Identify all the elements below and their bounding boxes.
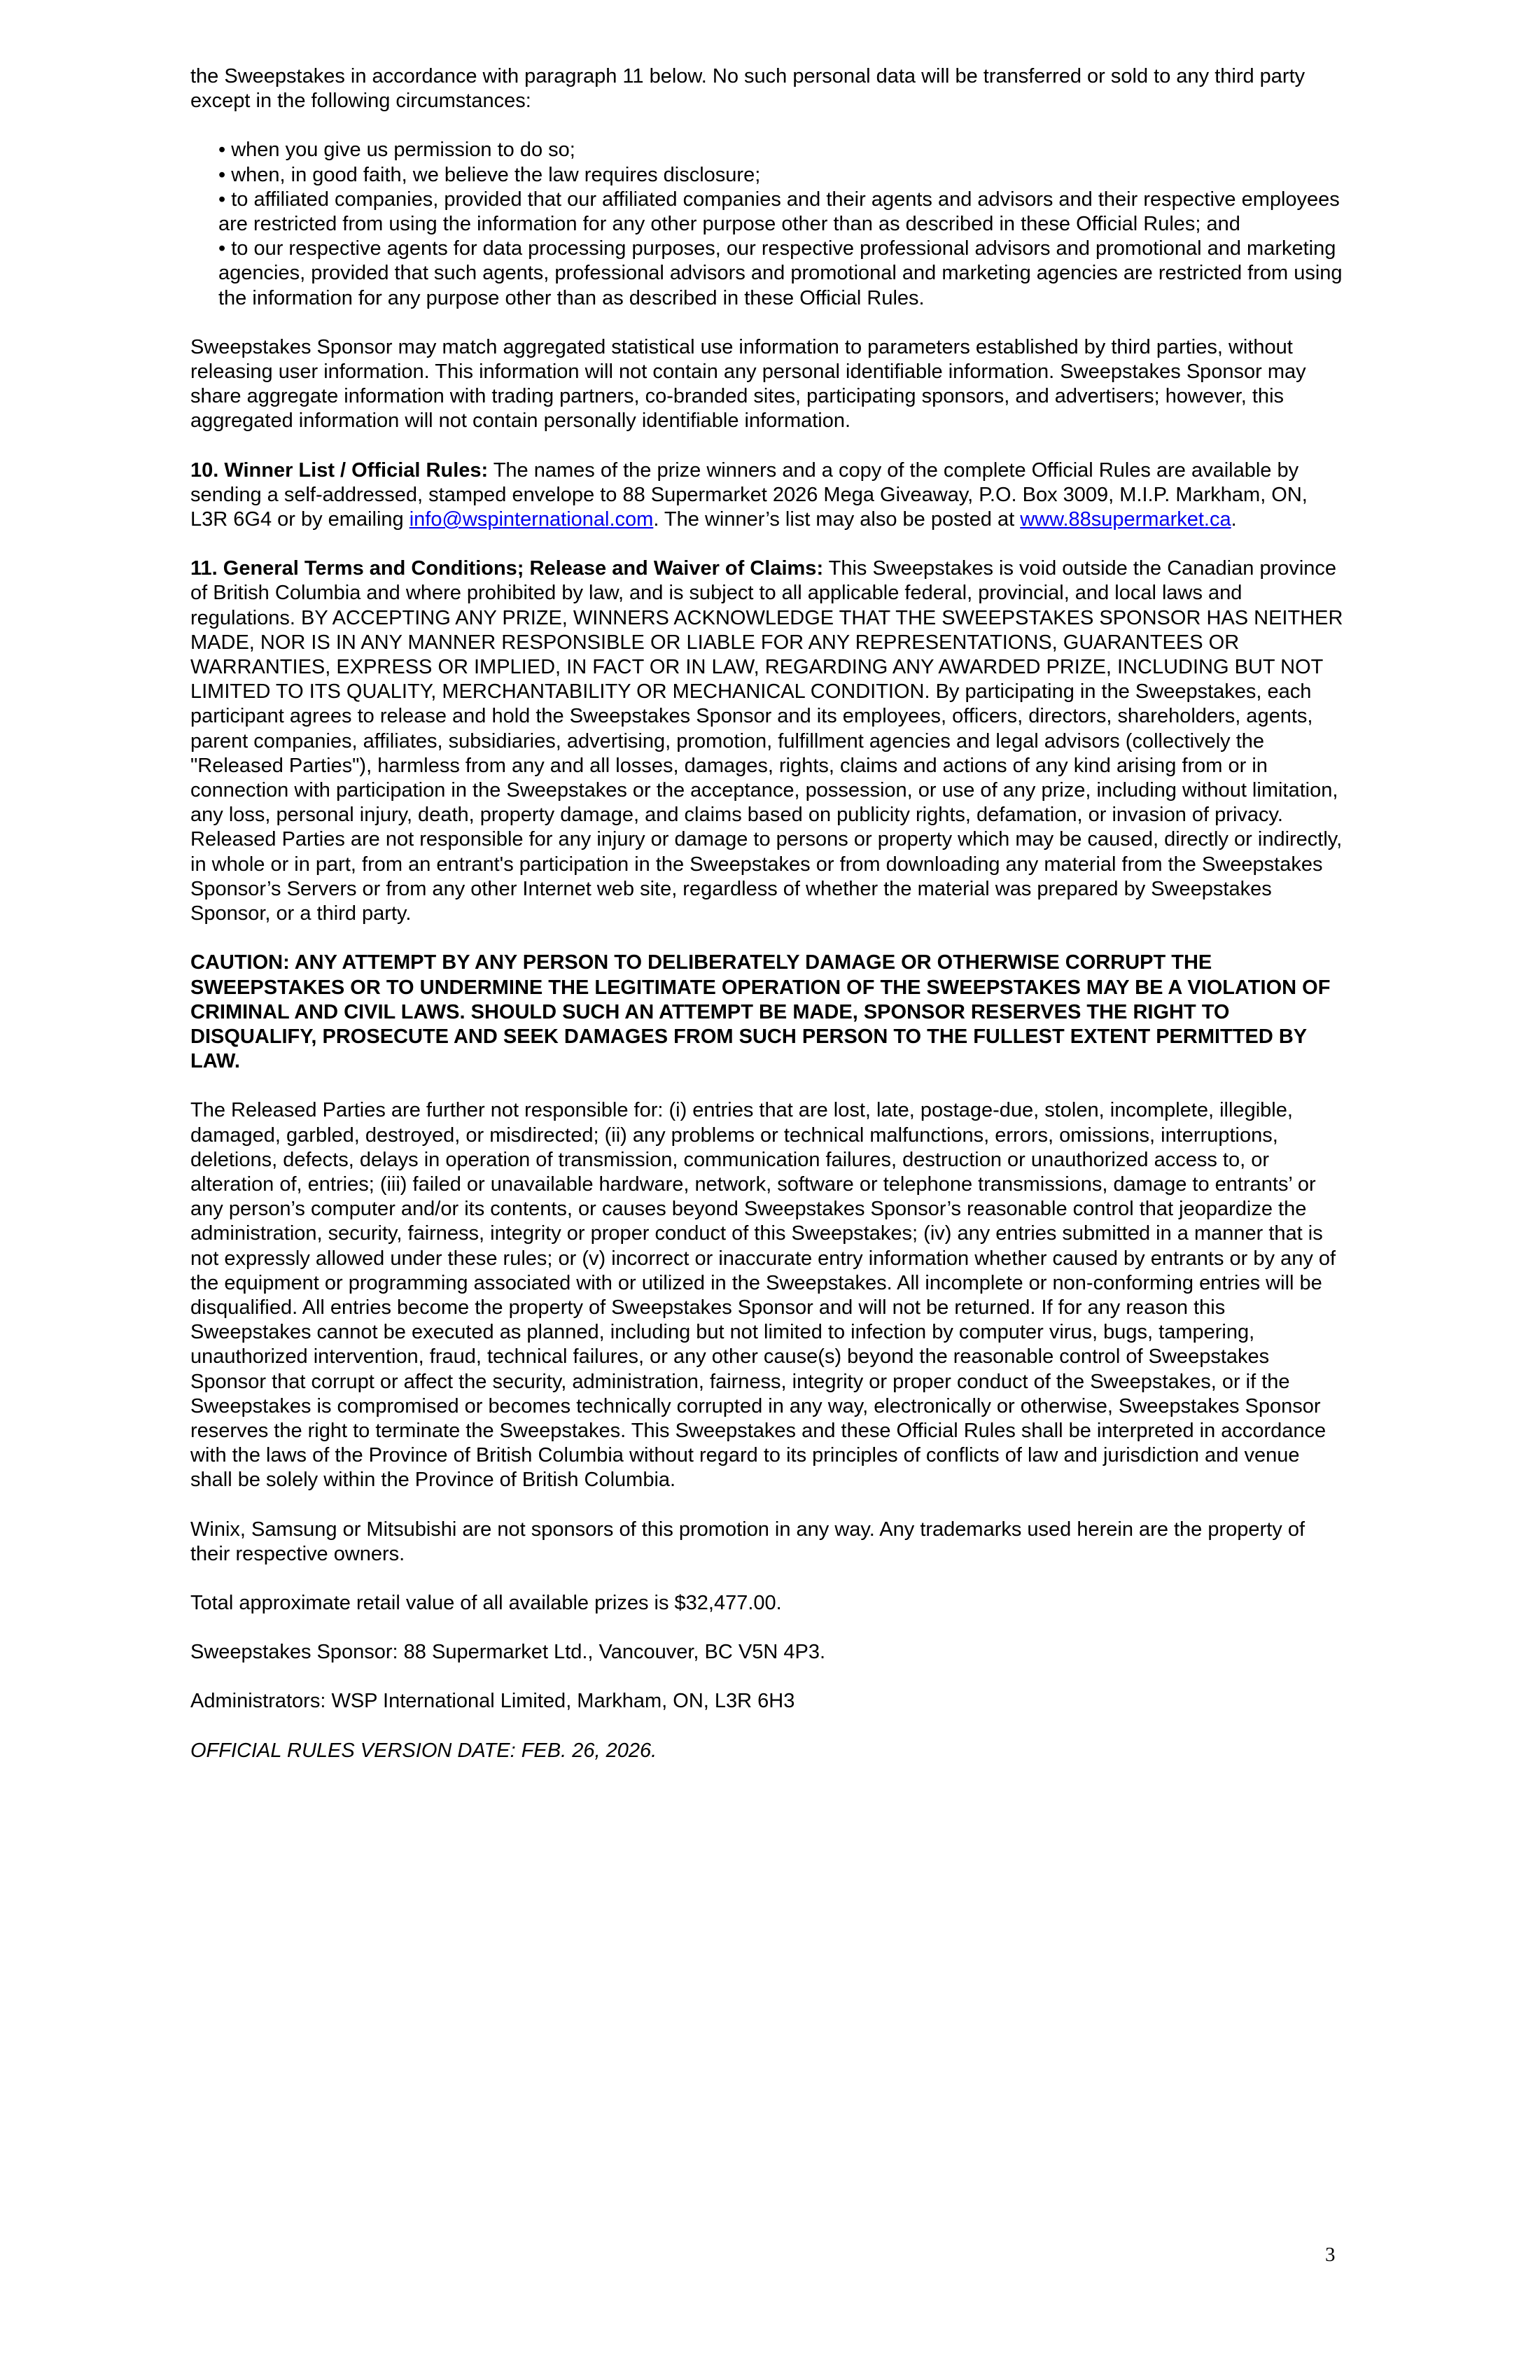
disclosure-bullet-list xyxy=(218,138,1345,310)
administrators-paragraph: Administrators: WSP International Limited, Markham, ON, L3R 6H3 xyxy=(190,1690,795,1713)
bullet-item: • when you give us permission to do so; xyxy=(218,139,575,162)
page-number: 3 xyxy=(1325,2244,1336,2266)
section-10-paragraph xyxy=(190,458,1345,533)
email-link[interactable]: info@wspinternational.com xyxy=(409,508,654,531)
bullet-item: • when, in good faith, we believe the law requires disclosure; xyxy=(218,163,761,186)
caution-paragraph: CAUTION: ANY ATTEMPT BY ANY PERSON TO DELIBERATELY DAMAGE OR OTHERWISE CORRUPT THE SWEEPSTAKES OR TO UNDERMINE THE LEGITIMATE OPERATION OF THE SWEEPSTAKES MAY BE A VIOLATION OF CRIMINAL AND CIVIL LAWS. SHOULD SUCH AN ATTEMPT BE MADE, SPONSOR RESERVES THE RIGHT TO DISQUALIFY, PROSECUTE AND SEEK DAMAGES FROM SUCH PERSON TO THE FULLEST EXTENT PERMITTED BY LAW. xyxy=(190,951,1331,1073)
sponsor-paragraph: Sweepstakes Sponsor: 88 Supermarket Ltd., Vancouver, BC V5N 4P3. xyxy=(190,1641,826,1664)
bullet-item: • to our respective agents for data processing purposes, our respective professional advisors and promotional and marketing agencies, provided that such agents, professional advisors and promotional and marketing agencies are restricted from using the information for any purpose other than as described in these Official Rules. xyxy=(218,237,1343,309)
section-10-text-after: . The winner’s list may also be posted at xyxy=(653,508,1021,531)
section-10-end: . xyxy=(1231,508,1237,531)
section-10-heading: 10. Winner List / Official Rules: xyxy=(190,458,489,482)
aggregated-info-paragraph: Sweepstakes Sponsor may match aggregated statistical use information to parameters established by third parties, without releasing user information. This information will not contain any personal identifiable information. Sweepstakes Sponsor may share aggregate information with trading partners, co-branded sites, participating sponsors, and advertisers; however, this aggregated information will not contain personally identifiable information. xyxy=(190,335,1306,433)
bullet-item: • to affiliated companies, provided that our affiliated companies and their agents and advisors and their respective employees are restricted from using the information for any other purpose other than as described in these Official Rules; and xyxy=(218,188,1340,236)
released-parties-paragraph: The Released Parties are further not responsible for: (i) entries that are lost, late, postage-due, stolen, incomplete, illegible, damaged, garbled, destroyed, or misdirected; (ii) any problems or technical malfunctions, errors, omissions, interruptions, deletions, defects, delays in operation of transmission, communication failures, destruction or unauthorized access to, or alteration of, entries; (iii) failed or unavailable hardware, network, software or telephone transmissions, damage to entrants’ or any person’s computer and/or its contents, or causes beyond Sweepstakes Sponsor’s reasonable control that jeopardize the administration, security, fairness, integrity or proper conduct of this Sweepstakes; (iv) any entries submitted in a manner that is not expressly allowed under these rules; or (v) incorrect or inaccurate entry information whether caused by entrants or by any of the equipment or programming associated with or utilized in the Sweepstakes. All incomplete or non-conforming entries will be disqualified. All entries become the property of Sweepstakes Sponsor and will not be returned. If for any reason this Sweepstakes cannot be executed as planned, including but not limited to infection by computer virus, bugs, tampering, unauthorized intervention, fraud, technical failures, or any other cause(s) beyond the reasonable control of Sweepstakes Sponsor that corrupt or affect the security, administration, fairness, integrity or proper conduct of the Sweepstakes, or if the Sweepstakes is compromised or becomes technically corrupted in any way, electronically or otherwise, Sweepstakes Sponsor reserves the right to terminate the Sweepstakes. This Sweepstakes and these Official Rules shall be interpreted in accordance with the laws of the Province of British Columbia without regard to its principles of conflicts of law and jurisdiction and venue shall be solely within the Province of British Columbia. xyxy=(190,1099,1336,1492)
section-11-heading: 11. General Terms and Conditions; Release and Waiver of Claims: xyxy=(190,557,824,580)
trademarks-paragraph: Winix, Samsung or Mitsubishi are not sponsors of this promotion in any way. Any trademarks used herein are the property of their respective owners. xyxy=(190,1518,1305,1565)
section-11-text: This Sweepstakes is void outside the Canadian province of British Columbia and where prohibited by law, and is subject to all applicable federal, provincial, and local laws and regulations. BY ACCEPTING ANY PRIZE, WINNERS ACKNOWLEDGE THAT THE SWEEPSTAKES SPONSOR HAS NEITHER MADE, NOR IS IN ANY MANNER RESPONSIBLE OR LIABLE FOR ANY REPRESENTATIONS, GUARANTEES OR WARRANTIES, EXPRESS OR IMPLIED, IN FACT OR IN LAW, REGARDING ANY AWARDED PRIZE, INCLUDING BUT NOT LIMITED TO ITS QUALITY, MERCHANTABILITY OR MECHANICAL CONDITION. By participating in the Sweepstakes, each participant agrees to release and hold the Sweepstakes Sponsor and its employees, officers, directors, shareholders, agents, parent companies, affiliates, subsidiaries, advertising, promotion, fulfillment agencies and legal advisors (collectively the "Released Parties"), harmless from any and all losses, damages, rights, claims and actions of any kind arising from or in connection with participation in the Sweepstakes or the acceptance, possession, or use of any prize, including without limitation, any loss, personal injury, death, property damage, and claims based on publicity rights, defamation, or invasion of privacy. Released Parties are not responsible for any injury or damage to persons or property which may be caused, directly or indirectly, in whole or in part, from an entrant's participation in the Sweepstakes or from downloading any material from the Sweepstakes Sponsor’s Servers or from any other Internet web site, regardless of whether the material was prepared by Sweepstakes Sponsor, or a third party. xyxy=(190,557,1343,925)
section-11-paragraph xyxy=(190,556,1345,926)
intro-paragraph: the Sweepstakes in accordance with paragraph 11 below. No such personal data will be transferred or sold to any third party except in the following circumstances: xyxy=(190,65,1306,113)
document-page xyxy=(190,64,1345,1788)
website-link[interactable]: www.88supermarket.ca xyxy=(1020,508,1231,531)
section-10-text: The names of the prize winners and a copy of the complete Official Rules are available by sending a self-addressed, stamped envelope to 88 Supermarket 2026 Mega Giveaway, P.O. Box 3009, M.I.P. Markham, ON, L3R 6G4 or by emailing xyxy=(190,458,1308,531)
total-value-paragraph: Total approximate retail value of all available prizes is $32,477.00. xyxy=(190,1591,782,1614)
version-date: OFFICIAL RULES VERSION DATE: FEB. 26, 2026. xyxy=(190,1739,657,1762)
